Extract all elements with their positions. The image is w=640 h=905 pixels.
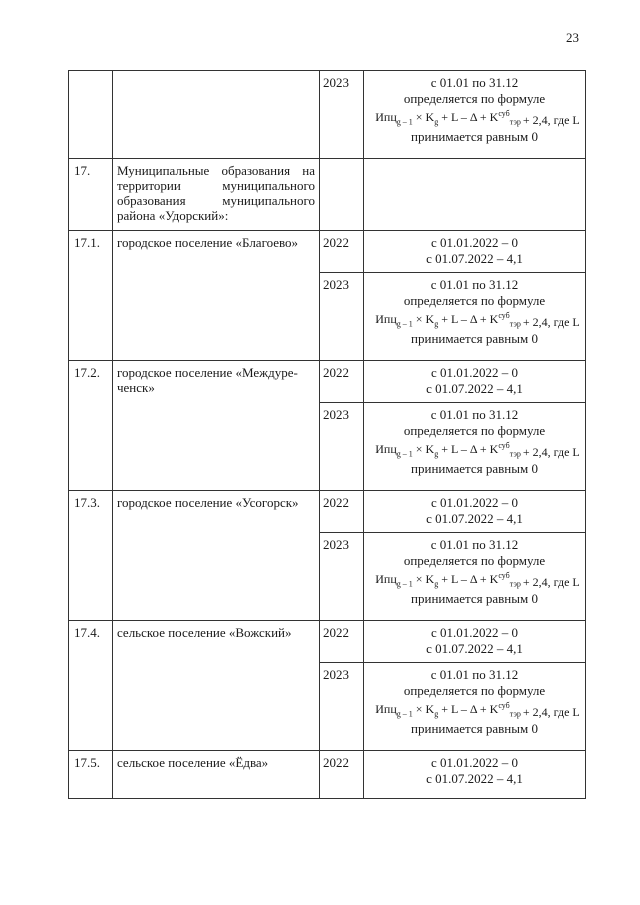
value-line: определяется по формуле [403, 293, 546, 308]
row-number-cell: 17. [69, 159, 113, 231]
value-line: с 01.01 по 31.12 [430, 75, 519, 90]
value-line: с 01.07.2022 – 4,1 [426, 251, 523, 266]
value-line: с 01.07.2022 – 4,1 [426, 381, 523, 396]
table-row [69, 159, 586, 231]
value-line: с 01.01 по 31.12 [430, 407, 519, 422]
row-year-cell: 2022 [320, 231, 364, 273]
row-year-cell: 2022 [320, 751, 364, 799]
row-value-cell [364, 621, 586, 663]
value-line: с 01.01.2022 – 0 [430, 495, 519, 510]
row-value-cell [364, 533, 586, 621]
row-number-cell: 17.3. [69, 491, 113, 621]
row-year-cell: 2023 [320, 663, 364, 751]
value-line: определяется по формуле [403, 683, 546, 698]
table-row [69, 361, 586, 403]
value-line: с 01.07.2022 – 4,1 [426, 641, 523, 656]
formula-tail: + 2,4, где L [522, 113, 580, 127]
value-line: принимается равным 0 [411, 461, 538, 477]
row-value-cell [364, 403, 586, 491]
formula-tail: + 2,4, где L [522, 575, 580, 589]
value-line: определяется по формуле [403, 91, 546, 106]
tariff-table [68, 70, 586, 799]
formula-tail: + 2,4, где L [522, 315, 580, 329]
value-line: с 01.01.2022 – 0 [430, 625, 519, 640]
value-line: с 01.07.2022 – 4,1 [426, 771, 523, 786]
row-name-cell: городское поселение «Благоево» [113, 231, 320, 361]
row-value-cell [364, 491, 586, 533]
value-line: принимается равным 0 [411, 331, 538, 347]
row-value-cell [364, 361, 586, 403]
row-value-cell [364, 159, 586, 231]
row-name-cell: сельское поселение «Ёдва» [113, 751, 320, 799]
value-line: с 01.01.2022 – 0 [430, 755, 519, 770]
tariff-formula: $Ипц_{g - 1} \times K_g + L - \Delta + K^{суб}_{тэр}$ + 2,4, где L [375, 701, 580, 719]
value-line: определяется по формуле [403, 423, 546, 438]
row-year-cell: 2023 [320, 533, 364, 621]
row-year-cell: 2022 [320, 491, 364, 533]
value-line: с 01.01.2022 – 0 [430, 365, 519, 380]
row-value-cell [364, 273, 586, 361]
table-row [69, 751, 586, 799]
row-year-cell: 2023 [320, 403, 364, 491]
value-line: принимается равным 0 [411, 129, 538, 145]
value-line: определяется по формуле [403, 553, 546, 568]
row-year-cell [320, 159, 364, 231]
row-name-cell [113, 71, 320, 159]
row-number-cell [69, 71, 113, 159]
tariff-formula: $Ипц_{g - 1} \times K_g + L - \Delta + K^{суб}_{тэр}$ + 2,4, где L [375, 571, 580, 589]
row-year-cell: 2023 [320, 71, 364, 159]
value-line: с 01.01 по 31.12 [430, 277, 519, 292]
row-name-cell: городское поселение «Усогорск» [113, 491, 320, 621]
row-number-cell: 17.2. [69, 361, 113, 491]
row-number-cell: 17.4. [69, 621, 113, 751]
row-year-cell: 2022 [320, 621, 364, 663]
table-row [69, 71, 586, 159]
row-value-cell [364, 231, 586, 273]
table-row [69, 491, 586, 533]
value-line: принимается равным 0 [411, 591, 538, 607]
row-number-cell: 17.5. [69, 751, 113, 799]
row-name-cell: сельское поселение «Вожский» [113, 621, 320, 751]
row-year-cell: 2022 [320, 361, 364, 403]
table-row [69, 621, 586, 663]
value-line: с 01.01.2022 – 0 [430, 235, 519, 250]
row-name-cell: Муниципальные образования на территории муниципального образования муниципального района «Удорский»: [113, 159, 320, 231]
table-row [69, 231, 586, 273]
value-line: с 01.01 по 31.12 [430, 537, 519, 552]
formula-tail: + 2,4, где L [522, 705, 580, 719]
value-line: с 01.01 по 31.12 [430, 667, 519, 682]
value-line: с 01.07.2022 – 4,1 [426, 511, 523, 526]
row-value-cell [364, 663, 586, 751]
row-value-cell [364, 751, 586, 799]
tariff-formula: $Ипц_{g - 1} \times K_g + L - \Delta + K^{суб}_{тэр}$ + 2,4, где L [375, 109, 580, 127]
page-number: 23 [566, 30, 579, 45]
row-year-cell: 2023 [320, 273, 364, 361]
row-name-cell: городское поселение «Междуре- ченск» [113, 361, 320, 491]
formula-tail: + 2,4, где L [522, 445, 580, 459]
row-value-cell [364, 71, 586, 159]
value-line: принимается равным 0 [411, 721, 538, 737]
tariff-formula: $Ипц_{g - 1} \times K_g + L - \Delta + K^{суб}_{тэр}$ + 2,4, где L [375, 311, 580, 329]
row-number-cell: 17.1. [69, 231, 113, 361]
tariff-formula: $Ипц_{g - 1} \times K_g + L - \Delta + K^{суб}_{тэр}$ + 2,4, где L [375, 441, 580, 459]
